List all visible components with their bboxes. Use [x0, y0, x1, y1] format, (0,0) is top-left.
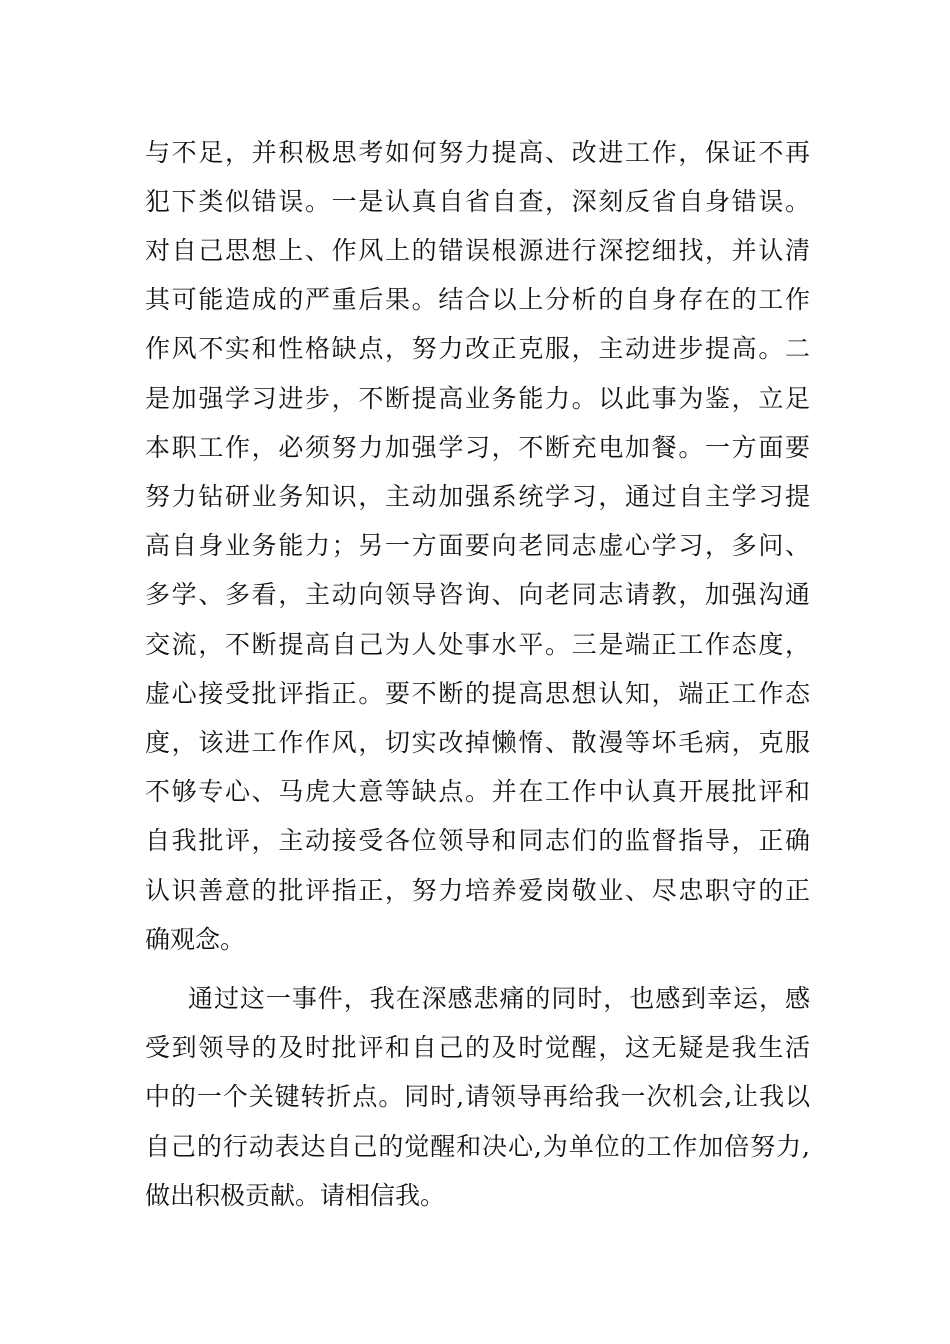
paragraph-1-line-12: 虚心接受批评指正。要不断的提高思想认知，端正工作态	[145, 679, 810, 708]
paragraph-2-line-3: 中的一个关键转折点。同时,请领导再给我一次机会,让我以	[145, 1082, 810, 1111]
paragraph-1-line-2: 犯下类似错误。一是认真自省自查，深刻反省自身错误。	[145, 187, 810, 216]
paragraph-1-line-15: 自我批评，主动接受各位领导和同志们的监督指导，正确	[145, 826, 810, 855]
paragraph-1-line-1: 与不足，并积极思考如何努力提高、改进工作，保证不再	[145, 138, 810, 167]
paragraph-1-line-7: 本职工作，必须努力加强学习，不断充电加餐。一方面要	[145, 433, 810, 462]
paragraph-2-line-4: 自己的行动表达自己的觉醒和决心,为单位的工作加倍努力,	[145, 1132, 810, 1161]
paragraph-1-line-11: 交流，不断提高自己为人处事水平。三是端正工作态度，	[145, 630, 810, 659]
paragraph-1-line-8: 努力钻研业务知识，主动加强系统学习，通过自主学习提	[145, 482, 810, 511]
paragraph-1-line-17: 确观念。	[145, 925, 246, 954]
paragraph-1-line-16: 认识善意的批评指正，努力培养爱岗敬业、尽忠职守的正	[145, 876, 810, 905]
paragraph-1-line-3: 对自己思想上、作风上的错误根源进行深挖细找，并认清	[145, 236, 810, 265]
paragraph-1-line-4: 其可能造成的严重后果。结合以上分析的自身存在的工作	[145, 285, 810, 314]
paragraph-1-line-9: 高自身业务能力；另一方面要向老同志虚心学习，多问、	[145, 531, 810, 560]
paragraph-2-line-1: 通过这一事件，我在深感悲痛的同时，也感到幸运，感	[188, 984, 810, 1013]
paragraph-1-line-13: 度，该进工作作风，切实改掉懒惰、散漫等坏毛病，克服	[145, 728, 810, 757]
paragraph-1-line-5: 作风不实和性格缺点，努力改正克服，主动进步提高。二	[145, 334, 810, 363]
paragraph-1-line-14: 不够专心、马虎大意等缺点。并在工作中认真开展批评和	[145, 777, 810, 806]
paragraph-2-line-5: 做出积极贡献。请相信我。	[145, 1181, 446, 1210]
paragraph-2-line-2: 受到领导的及时批评和自己的及时觉醒，这无疑是我生活	[145, 1033, 810, 1062]
paragraph-1-line-10: 多学、多看，主动向领导咨询、向老同志请教，加强沟通	[145, 580, 810, 609]
paragraph-1-line-6: 是加强学习进步，不断提高业务能力。以此事为鉴，立足	[145, 384, 810, 413]
